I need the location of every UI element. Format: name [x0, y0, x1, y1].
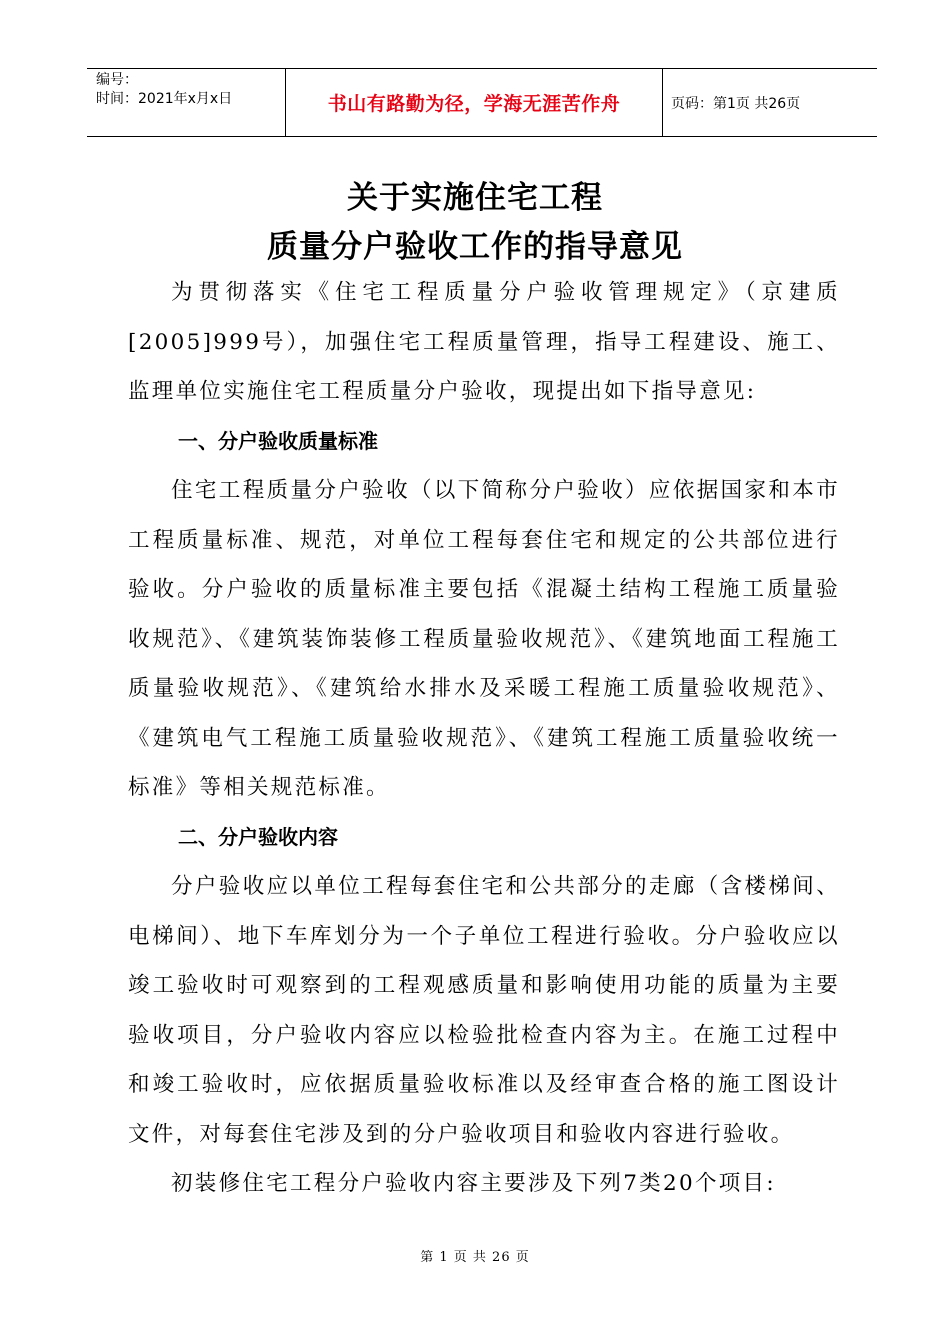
header-page-info: 页码：第1页 共26页 — [671, 95, 801, 112]
section2-paragraph: 分户验收应以单位工程每套住宅和公共部分的走廊（含楼梯间、电梯间）、地下车库划分为一个子单位工程进行验收。分户验收应以竣工验收时可观察到的工程观感质量和影响使用功能的质量为主要验收项目，分户验收内容应以检验批检查内容为主。在施工过程中和竣工验收时，应依据质量验收标准以及经审查合格的施工图设计文件，对每套住宅涉及到的分户验收项目和验收内容进行验收。 — [128, 874, 840, 1147]
intro-paragraph: 为贯彻落实《住宅工程质量分户验收管理规定》（京建质[2005]999号），加强住宅工程质量管理，指导工程建设、施工、监理单位实施住宅工程质量分户验收，现提出如下指导意见: — [128, 280, 840, 404]
page-footer: 第 1 页 共 26 页 — [420, 1250, 530, 1265]
section1-paragraph: 住宅工程质量分户验收（以下简称分户验收）应依据国家和本市工程质量标准、规范，对单位工程每套住宅和规定的公共部位进行验收。分户验收的质量标准主要包括《混凝土结构工程施工质量验收规范》、《建筑装饰装修工程质量验收规范》、《建筑地面工程施工质量验收规范》、《建筑给水排水及采暖工程施工质量验收规范》、《建筑电气工程施工质量验收规范》、《建筑工程施工质量验收统一标准》等相关规范标准。 — [128, 478, 840, 800]
document-title-line1: 关于实施住宅工程 — [347, 180, 603, 216]
header-motto: 书山有路勤为径，学海无涯苦作舟 — [286, 69, 663, 136]
section2-paragraph-2: 初装修住宅工程分户验收内容主要涉及下列7类20个项目: — [171, 1171, 776, 1196]
document-body — [128, 268, 840, 1209]
header-number-label: 编号： — [96, 72, 138, 88]
document-title-line2: 质量分户验收工作的指导意见 — [267, 229, 683, 265]
header-time-label: 时间：2021年x月x日 — [96, 91, 233, 107]
header-meta — [87, 69, 286, 136]
section1-heading: 一、分户验收质量标准 — [178, 428, 378, 453]
document-header — [87, 68, 877, 137]
section2-heading: 二、分户验收内容 — [178, 824, 338, 849]
